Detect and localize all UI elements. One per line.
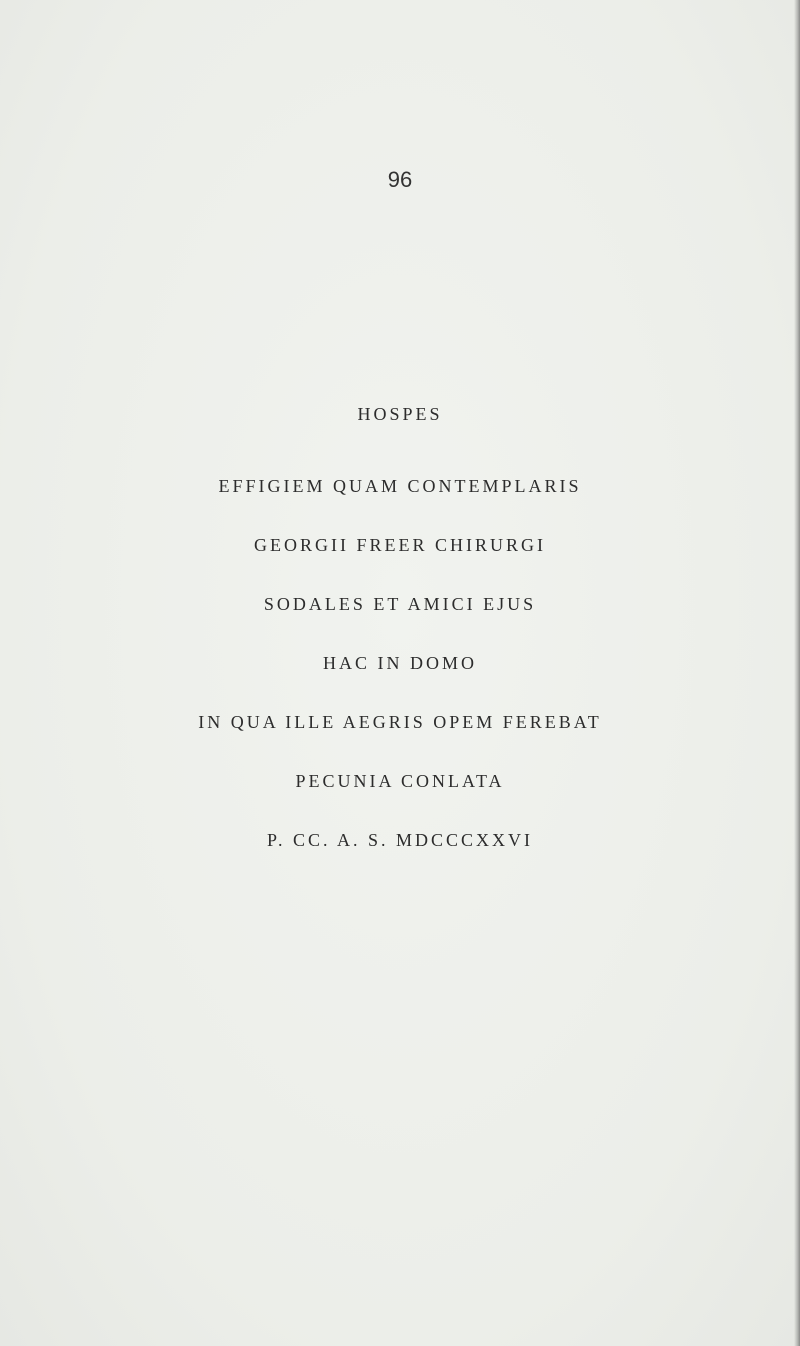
inscription-line-effigiem: EFFIGIEM QUAM CONTEMPLARIS xyxy=(218,476,582,496)
page-number: 96 xyxy=(387,167,413,192)
inscription-line-pecunia: PECUNIA CONLATA xyxy=(295,771,505,791)
inscription-line-hac-in-domo: HAC IN DOMO xyxy=(323,653,477,673)
inscription-line-georgii: GEORGII FREER CHIRURGI xyxy=(253,535,546,555)
inscription-line-sodales: SODALES ET AMICI EJUS xyxy=(263,594,537,614)
inscription-line-in-qua: IN QUA ILLE AEGRIS OPEM FEREBAT xyxy=(198,712,602,732)
inscription-line-date: P. CC. A. S. MDCCCXXVI xyxy=(266,830,534,850)
inscription-line-hospes: HOSPES xyxy=(357,404,443,424)
